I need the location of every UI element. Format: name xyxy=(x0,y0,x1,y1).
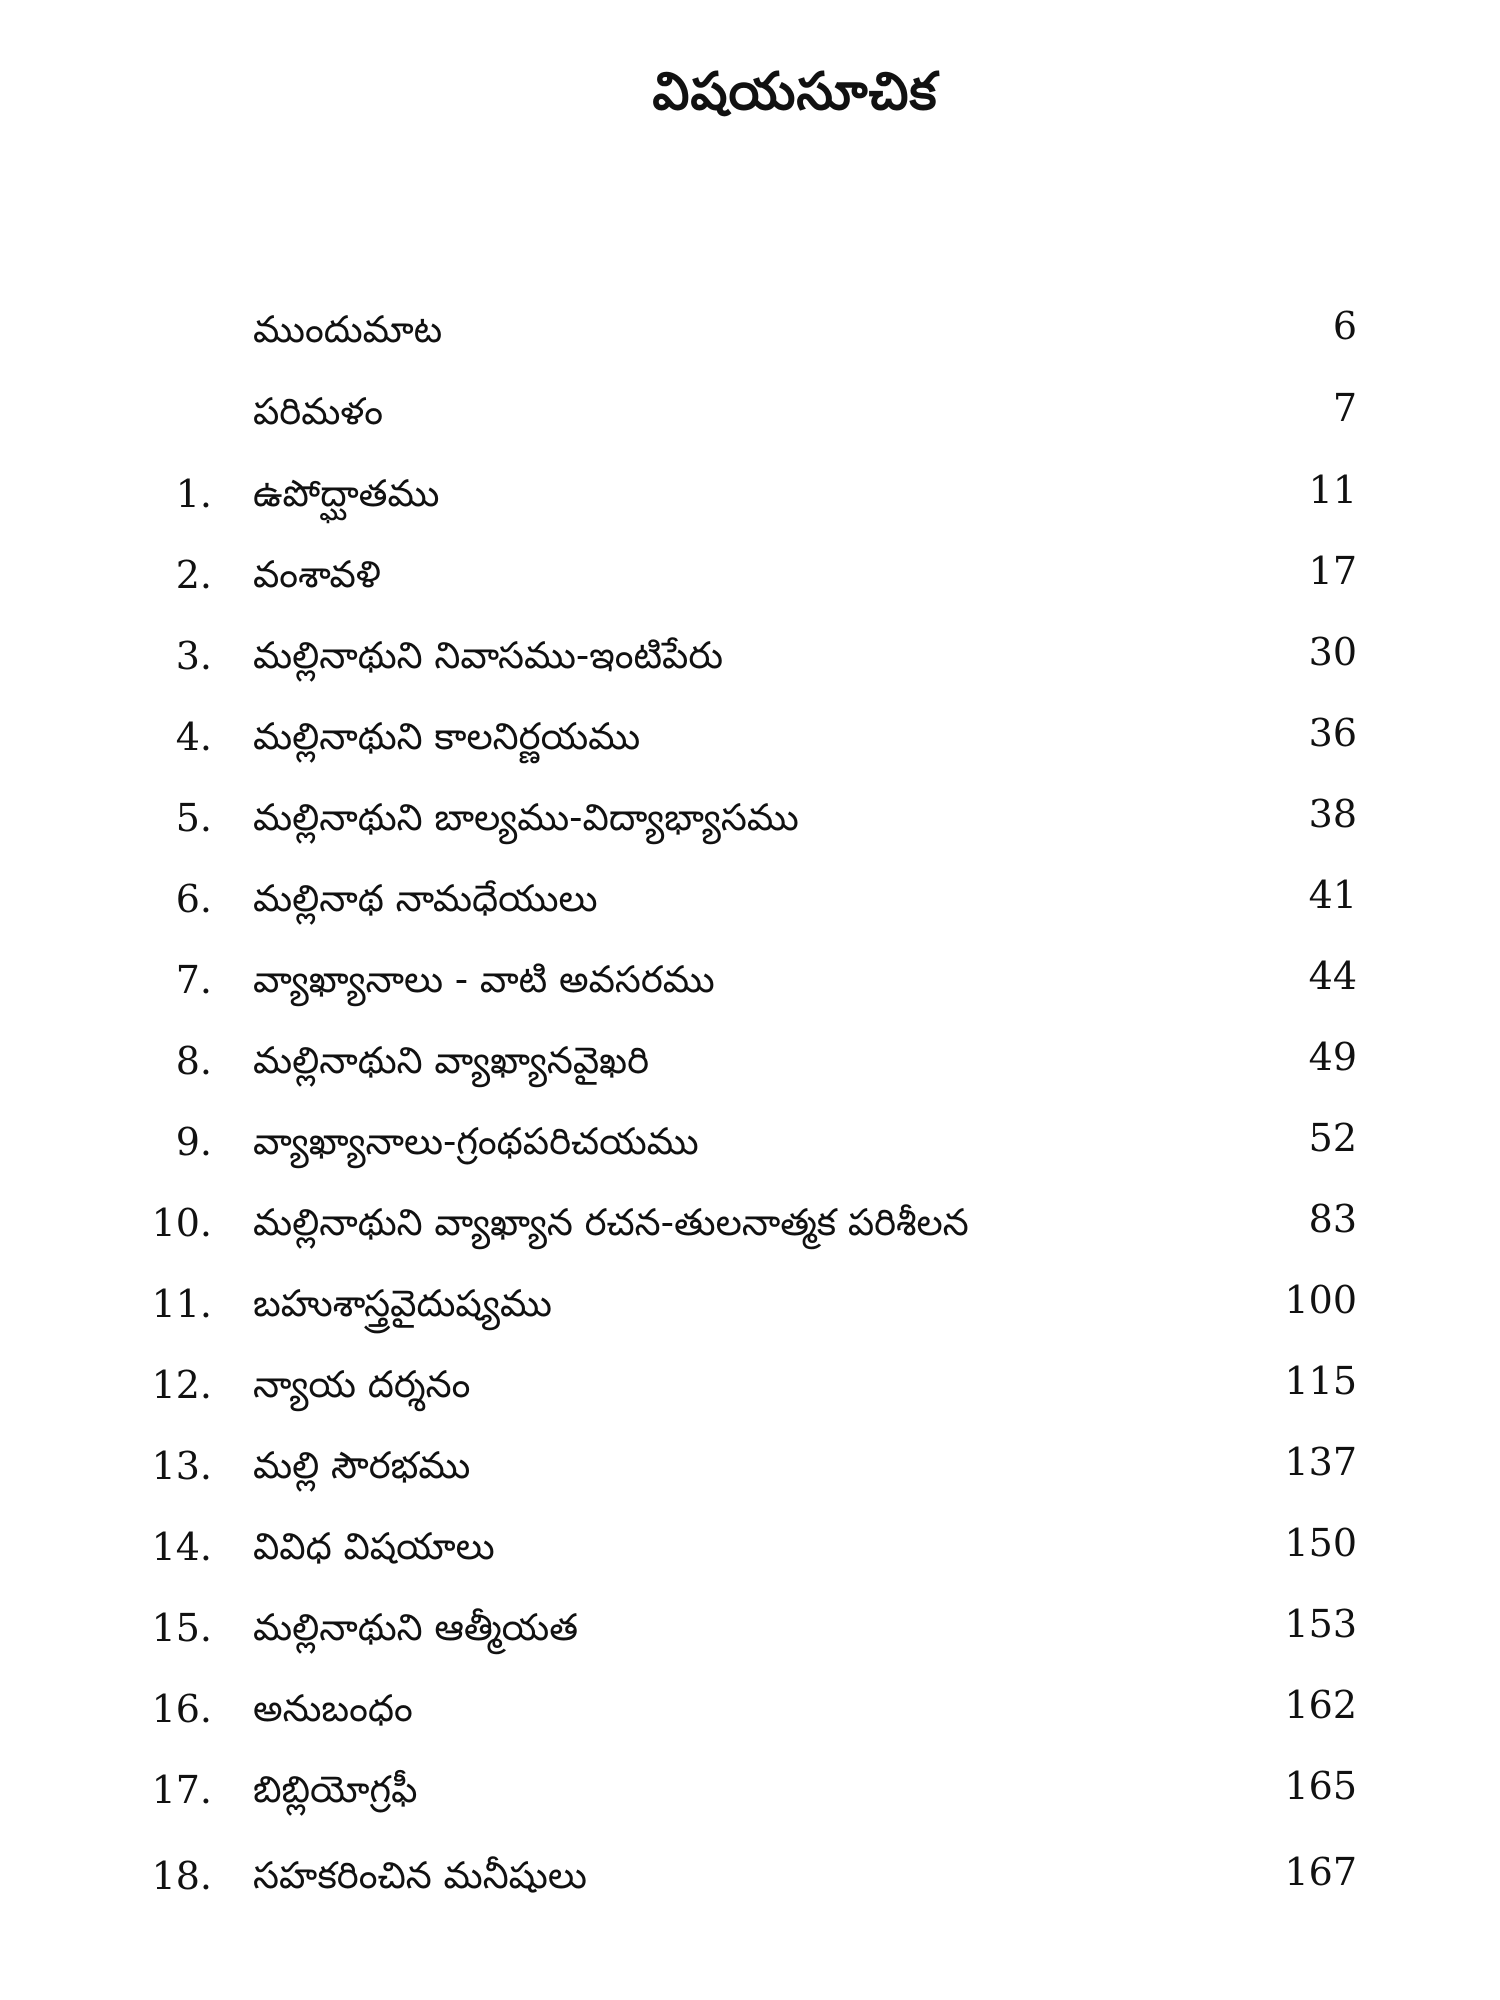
entry-page: 49 xyxy=(1308,1035,1357,1079)
entry-number: 17. xyxy=(151,1768,212,1812)
entry-page: 83 xyxy=(1308,1197,1357,1241)
entry-page: 162 xyxy=(1284,1683,1357,1727)
toc-entry xyxy=(0,707,1500,777)
entry-title: న్యాయ దర్శనం xyxy=(253,1363,471,1406)
entry-number: 11. xyxy=(151,1282,212,1326)
entry-number: 18. xyxy=(151,1854,212,1898)
toc-entry xyxy=(0,1112,1500,1182)
entry-page: 6 xyxy=(1332,304,1357,348)
entry-page: 52 xyxy=(1308,1116,1357,1160)
entry-page: 41 xyxy=(1308,873,1357,917)
entry-page: 7 xyxy=(1332,386,1357,430)
entry-title: వివిధ విషయాలు xyxy=(253,1525,495,1568)
entry-number: 5. xyxy=(175,796,212,840)
entry-title: మల్లినాథుని బాల్యము-విద్యాభ్యాసము xyxy=(253,796,799,839)
entry-number: 15. xyxy=(151,1606,212,1650)
page-title: విషయసూచిక xyxy=(652,62,938,122)
entry-number: 3. xyxy=(175,634,212,678)
toc-entry xyxy=(0,1274,1500,1344)
entry-number: 6. xyxy=(175,877,212,921)
entry-number: 12. xyxy=(151,1363,212,1407)
entry-title: అనుబంధం xyxy=(253,1687,413,1730)
toc-entry xyxy=(0,1679,1500,1749)
toc-entry xyxy=(0,1436,1500,1506)
entry-number: 13. xyxy=(151,1444,212,1488)
entry-title: మల్లినాథుని వ్యాఖ్యాన రచన-తులనాత్మక పరిశీలన xyxy=(253,1201,969,1244)
entry-number: 1. xyxy=(175,472,212,516)
entry-number: 16. xyxy=(151,1687,212,1731)
entry-page: 30 xyxy=(1308,630,1357,674)
entry-title: మల్లినాథుని వ్యాఖ్యానవైఖరి xyxy=(253,1039,650,1082)
entry-page: 167 xyxy=(1284,1850,1357,1894)
entry-number: 4. xyxy=(175,715,212,759)
entry-page: 137 xyxy=(1284,1440,1357,1484)
entry-page: 100 xyxy=(1284,1278,1357,1322)
toc-entry xyxy=(0,300,1500,370)
entry-title: బిబ్లియోగ్రఫీ xyxy=(253,1768,418,1811)
toc-entry xyxy=(0,626,1500,696)
entry-title: బహుశాస్త్రవైదుష్యము xyxy=(253,1282,552,1325)
entry-title: వ్యాఖ్యానాలు - వాటి అవసరము xyxy=(253,958,715,1001)
entry-number: 14. xyxy=(151,1525,212,1569)
entry-page: 153 xyxy=(1284,1602,1357,1646)
entry-number: 2. xyxy=(175,553,212,597)
entry-title: మల్లి సౌరభము xyxy=(253,1444,471,1487)
toc-entry xyxy=(0,869,1500,939)
entry-number: 10. xyxy=(151,1201,212,1245)
entry-page: 44 xyxy=(1308,954,1357,998)
toc-entry xyxy=(0,788,1500,858)
entry-title: పరిమళం xyxy=(253,390,384,433)
entry-title: మల్లినాథ నామధేయులు xyxy=(253,877,598,920)
entry-title: ముందుమాట xyxy=(253,308,443,351)
entry-title: మల్లినాథుని నివాసము-ఇంటిపేరు xyxy=(253,634,724,677)
entry-page: 38 xyxy=(1308,792,1357,836)
entry-number: 8. xyxy=(175,1039,212,1083)
toc-entry xyxy=(0,545,1500,615)
toc-entry xyxy=(0,1355,1500,1425)
entry-number: 7. xyxy=(175,958,212,1002)
entry-page: 17 xyxy=(1308,549,1357,593)
entry-page: 36 xyxy=(1308,711,1357,755)
entry-title: సహకరించిన మనీషులు xyxy=(253,1854,587,1897)
entry-title: వంశావళి xyxy=(253,553,381,596)
toc-entry xyxy=(0,1031,1500,1101)
entry-number: 9. xyxy=(175,1120,212,1164)
toc-entry xyxy=(0,1598,1500,1668)
entry-title: ఉపోద్ఘాతము xyxy=(253,472,440,515)
toc-entry xyxy=(0,382,1500,452)
toc-entry xyxy=(0,950,1500,1020)
entry-page: 11 xyxy=(1308,468,1357,512)
entry-title: మల్లినాథుని కాలనిర్ణయము xyxy=(253,715,641,758)
entry-title: వ్యాఖ్యానాలు-గ్రంథపరిచయము xyxy=(253,1120,699,1163)
entry-page: 165 xyxy=(1284,1764,1357,1808)
entry-page: 150 xyxy=(1284,1521,1357,1565)
entry-title: మల్లినాథుని ఆత్మీయత xyxy=(253,1606,579,1649)
toc-entry xyxy=(0,1193,1500,1263)
toc-entry xyxy=(0,1760,1500,1830)
entry-page: 115 xyxy=(1284,1359,1357,1403)
toc-entry xyxy=(0,1517,1500,1587)
toc-entry xyxy=(0,1846,1500,1916)
toc-entry xyxy=(0,464,1500,534)
